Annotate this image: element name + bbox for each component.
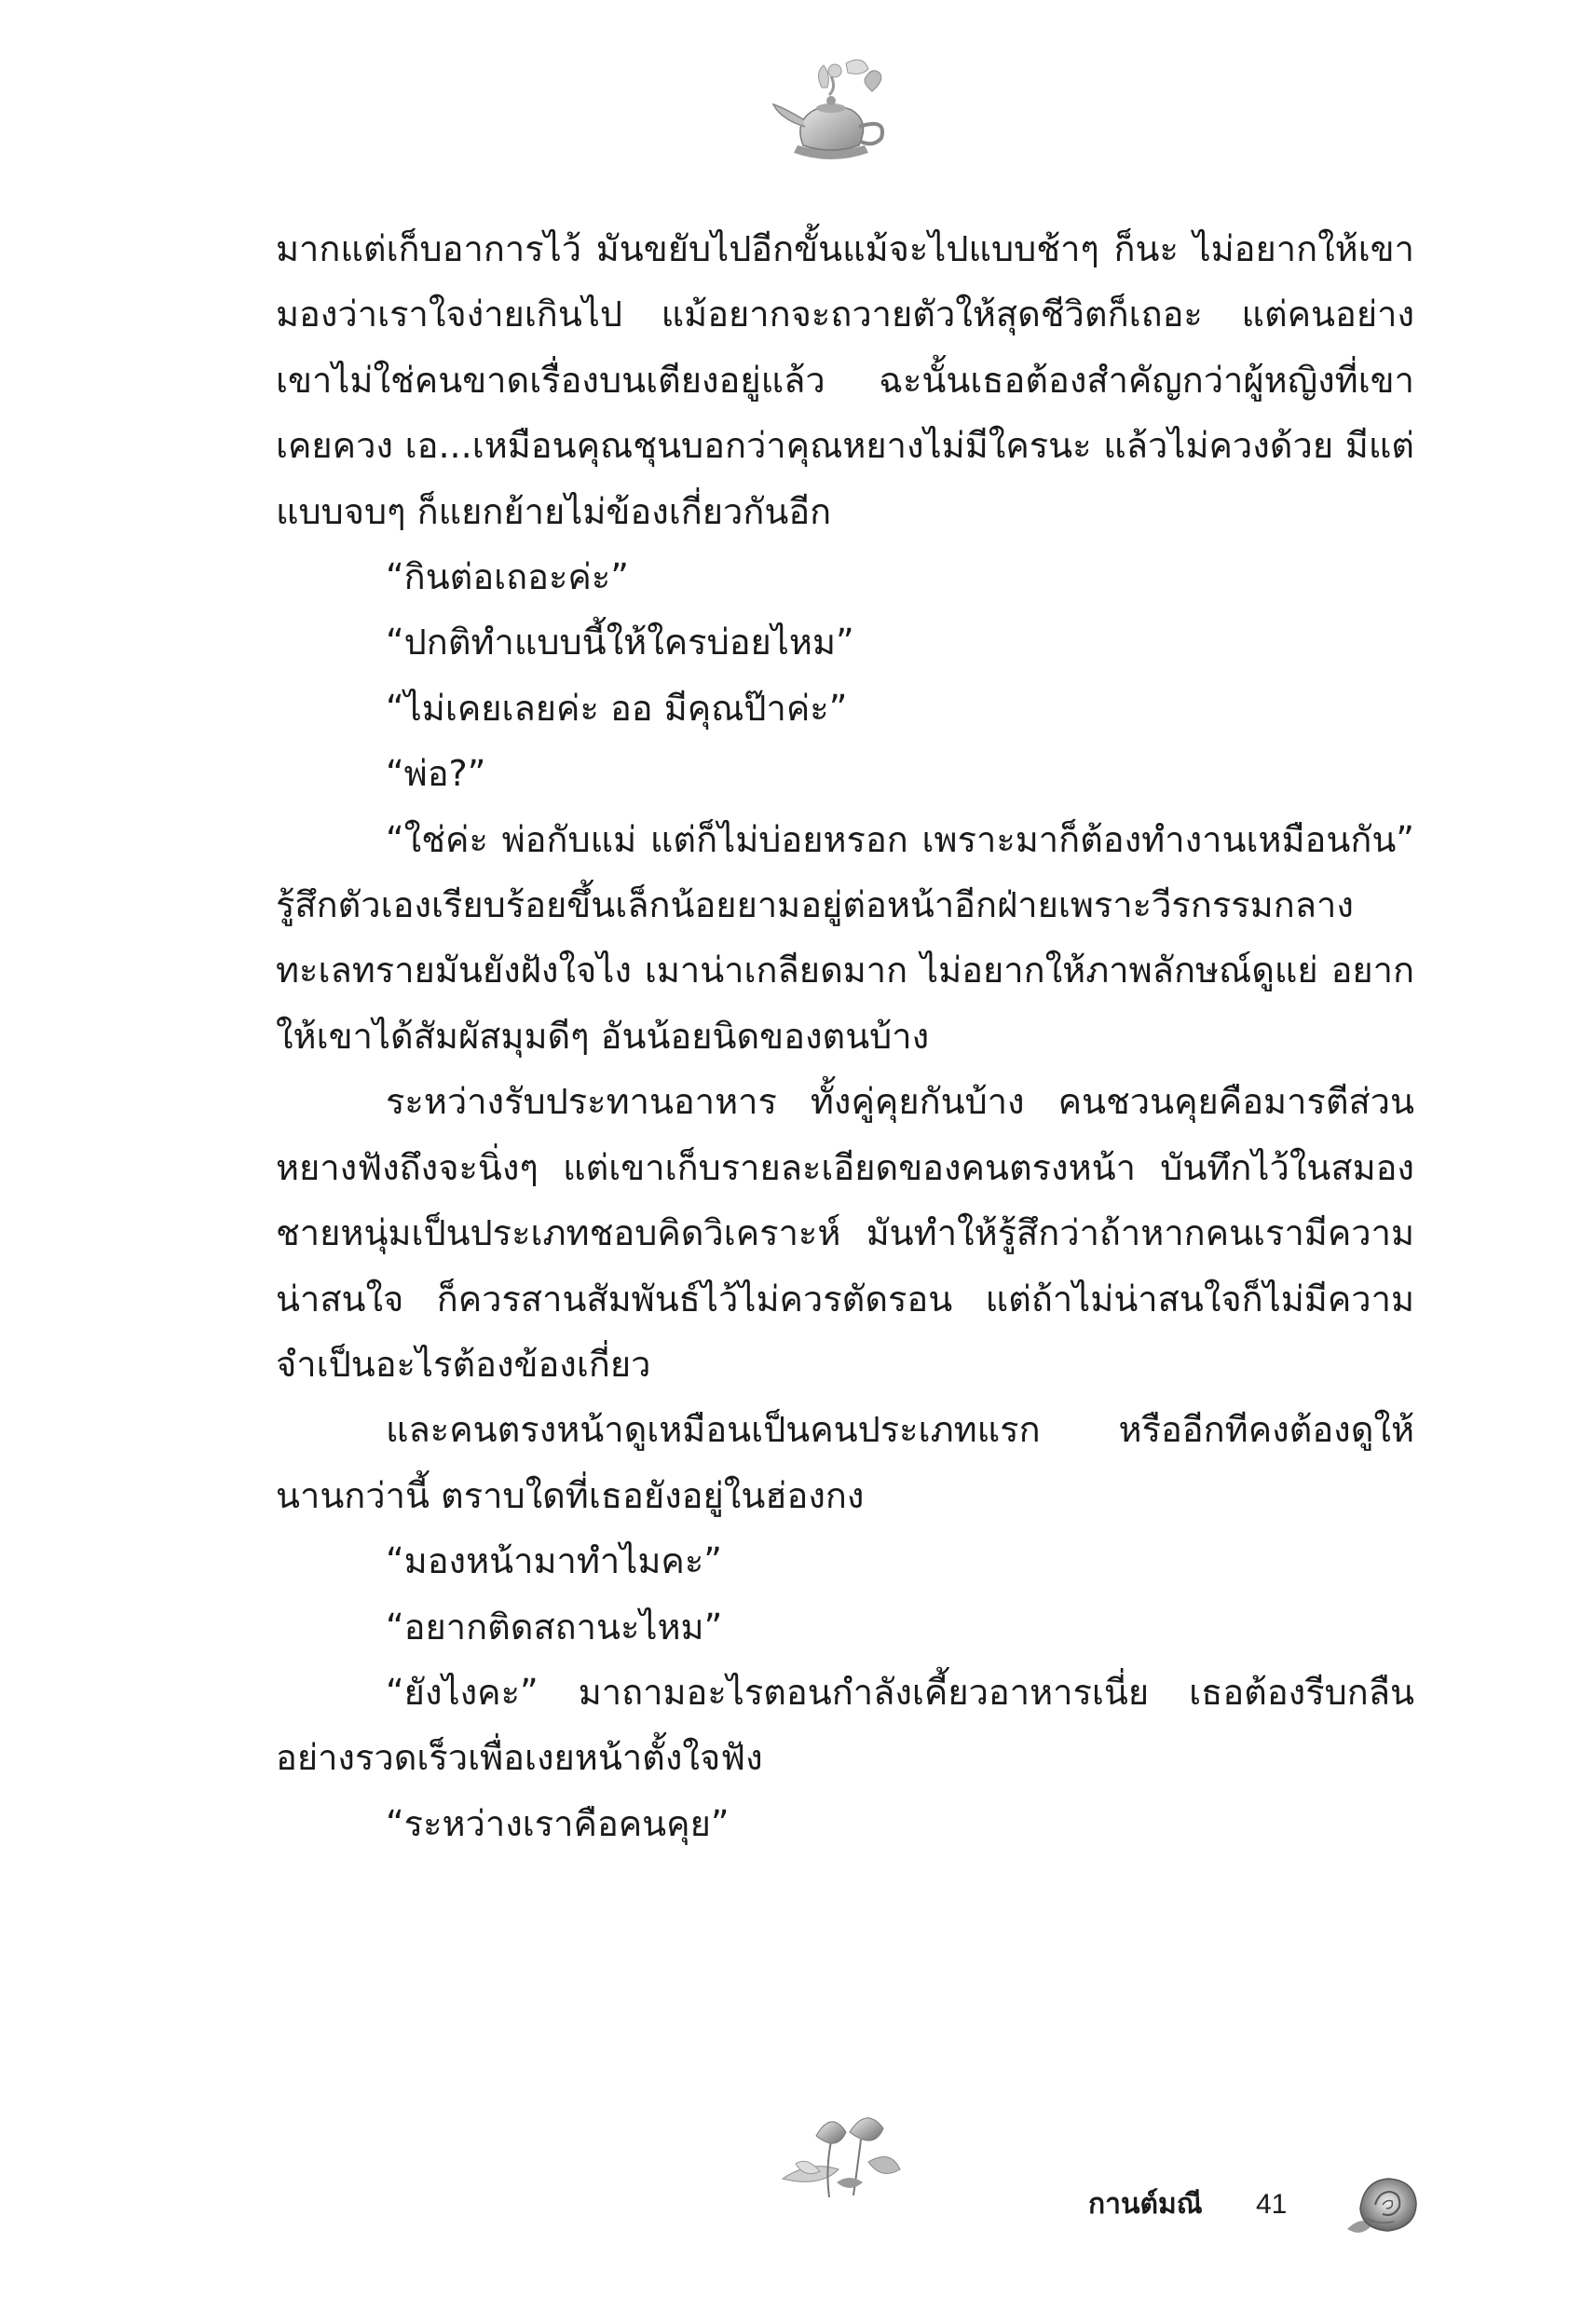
teapot-cupid-ornament-icon (757, 48, 906, 170)
dialogue-line: “พ่อ?” (386, 753, 486, 795)
rose-icon (1342, 2171, 1422, 2242)
paragraph: และคนตรงหน้าดูเหมือนเป็นคนประเภทแรก หรืออีกทีคงต้องดูให้นานกว่านี้ ตราบใดที่เธอยังอยู่ในฮ่องกง (276, 1409, 1414, 1516)
paragraph: ระหว่างรับประทานอาหาร ทั้งคู่คุยกันบ้าง คนชวนคุยคือมารตีส่วนหยางฟังถึงจะนิ่งๆ แต่เขาเก็บรายละเอียดของคนตรงหน้า บันทึกไว้ในสมอง ชายหนุ่มเป็นประเภทชอบคิดวิเคราะห์ มันทำให้รู้สึกว่าถ้าหากคนเรามีความน่าสนใจ ก็ควรสานสัมพันธ์ไว้ไม่ควรตัดรอน แต่ถ้าไม่น่าสนใจก็ไม่มีความจำเป็นอะไรต้องข้องเกี่ยว (276, 1081, 1414, 1385)
dialogue-line: “อยากติดสถานะไหม” (386, 1606, 723, 1648)
dialogue-line: “กินต่อเถอะค่ะ” (386, 556, 629, 598)
page-number: 41 (1256, 2189, 1288, 2220)
paragraph: “ยังไงคะ” มาถามอะไรตอนกำลังเคี้ยวอาหารเนี่ย เธอต้องรีบกลืนอย่างรวดเร็วเพื่อเงยหน้าตั้งใจฟัง (276, 1671, 1414, 1779)
dialogue-line: “ปกติทำแบบนี้ให้ใครบ่อยไหม” (386, 622, 854, 663)
paragraph: มากแต่เก็บอาการไว้ มันขยับไปอีกขั้นแม้จะไปแบบช้าๆ ก็นะ ไม่อยากให้เขามองว่าเราใจง่ายเกินไป แม้อยากจะถวายตัวให้สุดชีวิตก็เถอะ แต่คนอย่างเขาไม่ใช่คนขาดเรื่องบนเตียงอยู่แล้ว ฉะนั้นเธอต้องสำคัญกว่าผู้หญิงที่เขาเคยควง เอ...เหมือนคุณชุนบอกว่าคุณหยางไม่มีใครนะ แล้วไม่ควงด้วย มีแต่แบบจบๆ ก็แยกย้ายไม่ข้องเกี่ยวกันอีก (276, 228, 1414, 532)
dialogue-line: “ไม่เคยเลยค่ะ ออ มีคุณป๊าค่ะ” (386, 687, 848, 729)
flower-ornament-icon (764, 2104, 913, 2207)
paragraph: “ใช่ค่ะ พ่อกับแม่ แต่ก็ไม่บ่อยหรอก เพราะมาก็ต้องทำงานเหมือนกัน” รู้สึกตัวเองเรียบร้อยขึ้นเล็กน้อยยามอยู่ต่อหน้าอีกฝ่ายเพราะวีรกรรมกลางทะเลทรายมันยังฝังใจไง เมาน่าเกลียดมาก ไม่อยากให้ภาพลักษณ์ดูแย่ อยากให้เขาได้สัมผัสมุมดีๆ อันน้อยนิดของตนบ้าง (276, 818, 1414, 1057)
book-title: กานต์มณี (1088, 2188, 1203, 2221)
body-text (276, 216, 1414, 1856)
dialogue-line: “ระหว่างเราคือคนคุย” (386, 1802, 730, 1844)
dialogue-line: “มองหน้ามาทำไมคะ” (386, 1540, 722, 1582)
